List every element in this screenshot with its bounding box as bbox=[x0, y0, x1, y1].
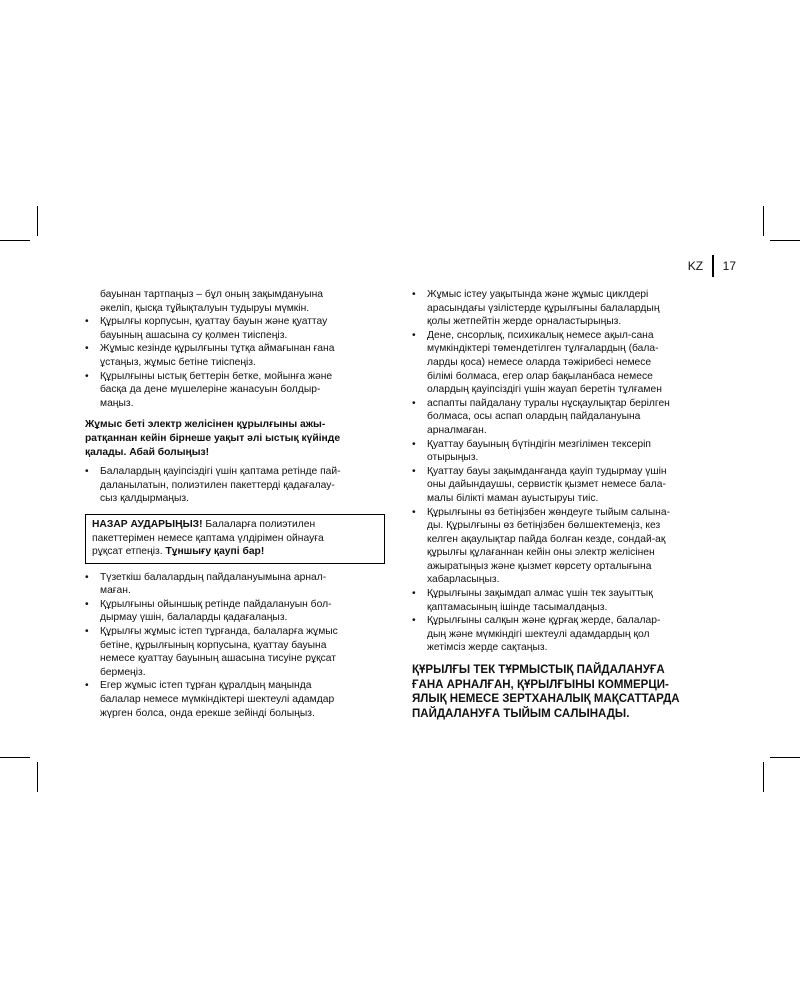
language-code: KZ bbox=[687, 259, 704, 273]
crop-mark-bottom-right-h bbox=[770, 757, 800, 758]
list-item bbox=[85, 625, 385, 679]
attention-title: НАЗАР АУДАРЫҢЫЗ! bbox=[92, 518, 203, 530]
text-line: малы білікті маман ауыстыруы тиіс. bbox=[427, 492, 599, 504]
text-line: білімі болмаса, егер олар бақыланбаса немесе bbox=[427, 370, 653, 382]
list-item bbox=[85, 465, 385, 506]
right-column bbox=[412, 288, 712, 721]
crop-mark-top-right bbox=[763, 206, 764, 236]
household-use-only-notice bbox=[412, 663, 712, 721]
text-line: бауының ашасына су қолмен тиіспеңіз. bbox=[100, 329, 288, 341]
list-item bbox=[85, 370, 385, 411]
text-line: қаптамасының ішінде тасымалдаңыз. bbox=[427, 601, 608, 613]
text-line: ұстаңыз, жұмыс бетіне тиіспеңіз. bbox=[100, 356, 256, 368]
list-item bbox=[412, 438, 712, 465]
text-line: Жұмыс беті электр желісінен құрылғыны ажы- bbox=[85, 419, 326, 431]
text-line: • Қуаттау бауының бүтіндігін мезгілімен тексеріп bbox=[427, 438, 651, 450]
text-line: олардың қауіпсіздігі үшін жауап беретін тұлғамен bbox=[427, 384, 662, 396]
text-line: • Егер жұмыс істеп тұрған құралдың маңында bbox=[100, 680, 312, 692]
text-line: • Қуаттау бауы зақымданғанда қауіп тудырмау үшін bbox=[427, 465, 667, 477]
text-line: дың және мүмкіндігі шектеулі адамдардың қол bbox=[427, 628, 650, 640]
bullet-list-1 bbox=[85, 315, 385, 410]
text-span: рұқсат етпеңіз. bbox=[92, 546, 166, 558]
list-item bbox=[412, 329, 712, 397]
list-item bbox=[412, 465, 712, 506]
bullet-list-2 bbox=[85, 465, 385, 506]
text-line: ды. Құрылғыны өз бетіңізбен бөлшектемеңіз, кез bbox=[427, 520, 661, 532]
list-item bbox=[412, 288, 712, 329]
text-line: жүрген болса, онда ерекше зейінді болыңыз. bbox=[100, 707, 315, 719]
continuation-text bbox=[85, 288, 385, 315]
list-item bbox=[85, 571, 385, 598]
text-line: арасындағы үзілістерде құрылғыны балалардың bbox=[427, 302, 660, 314]
text-line: ПАЙДАЛАНУҒА ТЫЙЫМ САЛЫНАДЫ. bbox=[412, 707, 630, 720]
attention-box bbox=[85, 514, 385, 564]
page-number: 17 bbox=[722, 259, 736, 273]
bullet-list-right bbox=[412, 288, 712, 655]
text-line: • Дене, снсорлық, психикалық немесе ақыл-сана bbox=[427, 329, 654, 341]
text-line: басқа да дене мүшелеріне жанасуын болдыр- bbox=[100, 384, 321, 396]
text-line: бермеңіз. bbox=[100, 666, 146, 678]
text-line: бауынан тартпаңыз – бұл оның зақымдануына bbox=[100, 289, 323, 300]
text-line: даланылатын, полиэтилен пакеттерді қадағалау- bbox=[100, 479, 335, 491]
text-line: • Құрылғыны өз бетіңізбен жөндеуге тыйым салына- bbox=[427, 506, 671, 518]
crop-mark-bottom-right bbox=[763, 762, 764, 792]
list-item bbox=[85, 315, 385, 342]
text-line: маған. bbox=[100, 585, 131, 597]
text-line: бетіне, құрылғының корпусына, қуаттау бауына bbox=[100, 639, 327, 651]
text-line: сыз қалдырмаңыз. bbox=[100, 493, 189, 505]
text-line: • Балалардың қауіпсіздігі үшін қаптама ретінде пай- bbox=[100, 466, 341, 478]
crop-mark-top-left-h bbox=[0, 240, 30, 241]
text-line: ЯЛЫҚ НЕМЕСЕ ЗЕРТХАНАЛЫҚ МАҚСАТТАРДА bbox=[412, 693, 680, 706]
list-item bbox=[85, 598, 385, 625]
text-line: маңыз. bbox=[100, 397, 134, 409]
list-item bbox=[412, 397, 712, 438]
text-line: • Жұмыс істеу уақытында және жұмыс циклдері bbox=[427, 289, 649, 300]
text-line: • Құрылғыны салқын және құрғақ жерде, балалар- bbox=[427, 615, 661, 627]
text-span: Балаларға полиэтилен bbox=[202, 518, 316, 530]
list-item bbox=[85, 342, 385, 369]
crop-mark-bottom-left bbox=[37, 762, 38, 792]
page-header bbox=[688, 254, 736, 278]
list-item bbox=[412, 614, 712, 655]
text-line: • Түзеткіш балалардың пайдалануымына арнал- bbox=[100, 571, 327, 583]
crop-mark-bottom-left-h bbox=[0, 757, 30, 758]
text-line bbox=[92, 545, 378, 559]
text-line: балалар немесе мүмкіндіктері шектеулі адамдар bbox=[100, 694, 335, 706]
text-line: болмаса, осы аспап олардың пайдалануына bbox=[427, 411, 641, 423]
text-line: ларды қоса) немесе оларда тәжірибесі немесе bbox=[427, 356, 652, 368]
text-line: • Құрылғыны зақымдап алмас үшін тек зауыттық bbox=[427, 588, 653, 600]
text-line: ажыратыңыз және қызмет көрсету орталығына bbox=[427, 560, 652, 572]
text-line: • Құрылғы жұмыс істеп тұрғанда, балаларға жұмыс bbox=[100, 626, 338, 638]
crop-mark-top-left bbox=[37, 206, 38, 236]
left-column bbox=[85, 288, 385, 720]
text-line: хабарласыңыз. bbox=[427, 574, 500, 586]
text-line: қолы жетпейтін жерде орналастырыңыз. bbox=[427, 316, 622, 328]
text-line: немесе қуаттау бауының ашасына тисуіне рұқсат bbox=[100, 653, 336, 665]
text-line: • Құрылғыны ыстық беттерін бетке, мойынға және bbox=[100, 370, 333, 382]
text-line: дырмау үшін, балаларды қадағалаңыз. bbox=[100, 612, 288, 624]
text-line: • Құрылғы корпусын, қуаттау бауын және қуаттау bbox=[100, 316, 328, 328]
suffocation-warning: Тұншығу қаупі бар! bbox=[165, 546, 265, 558]
text-line: қалады. Абай болыңыз! bbox=[85, 446, 210, 458]
text-line: отырыңыз. bbox=[427, 452, 479, 464]
list-item bbox=[85, 679, 385, 720]
text-line: ҒАНА АРНАЛҒАН, ҚҰРЫЛҒЫНЫ КОММЕРЦИ- bbox=[412, 678, 669, 691]
text-line bbox=[92, 518, 378, 532]
text-line: • Құрылғыны ойыншық ретінде пайдалануын бол- bbox=[100, 598, 332, 610]
hot-surface-warning bbox=[85, 418, 385, 459]
text-line: жетімсіз жерде сақтаңыз. bbox=[427, 642, 548, 654]
text-line: • Жұмыс кезінде құрылғыны тұтқа аймағынан ғана bbox=[100, 343, 335, 355]
text-line: оны дайындаушы, сервистік қызмет немесе бала- bbox=[427, 479, 666, 491]
crop-mark-top-right-h bbox=[770, 240, 800, 241]
text-line: құрылғы құлағаннан кейін оны электр желісінен bbox=[427, 547, 655, 559]
text-line: әкеліп, қысқа тұйықталуын тудыруы мүмкін. bbox=[100, 302, 310, 314]
text-line: ратқаннан кейін бірнеше уақыт әлі ыстық күйінде bbox=[85, 432, 341, 444]
text-line: ҚҰРЫЛҒЫ ТЕК ТҰРМЫСТЫҚ ПАЙДАЛАНУҒА bbox=[412, 664, 665, 677]
text-line: арналмаған. bbox=[427, 424, 487, 436]
text-line: мүмкіндіктері төмендетілген тұлғалардың (бала- bbox=[427, 343, 659, 355]
text-line: келген ақаулықтар пайда болған кезде, сондай-ақ bbox=[427, 533, 666, 545]
text-line: • аспапты пайдалану туралы нұсқаулықтар берілген bbox=[427, 397, 670, 409]
list-item bbox=[412, 587, 712, 614]
text-line: пакеттерімен немесе қаптама үлдірімен ойнауға bbox=[92, 532, 324, 544]
bullet-list-3 bbox=[85, 571, 385, 721]
list-item bbox=[412, 506, 712, 588]
